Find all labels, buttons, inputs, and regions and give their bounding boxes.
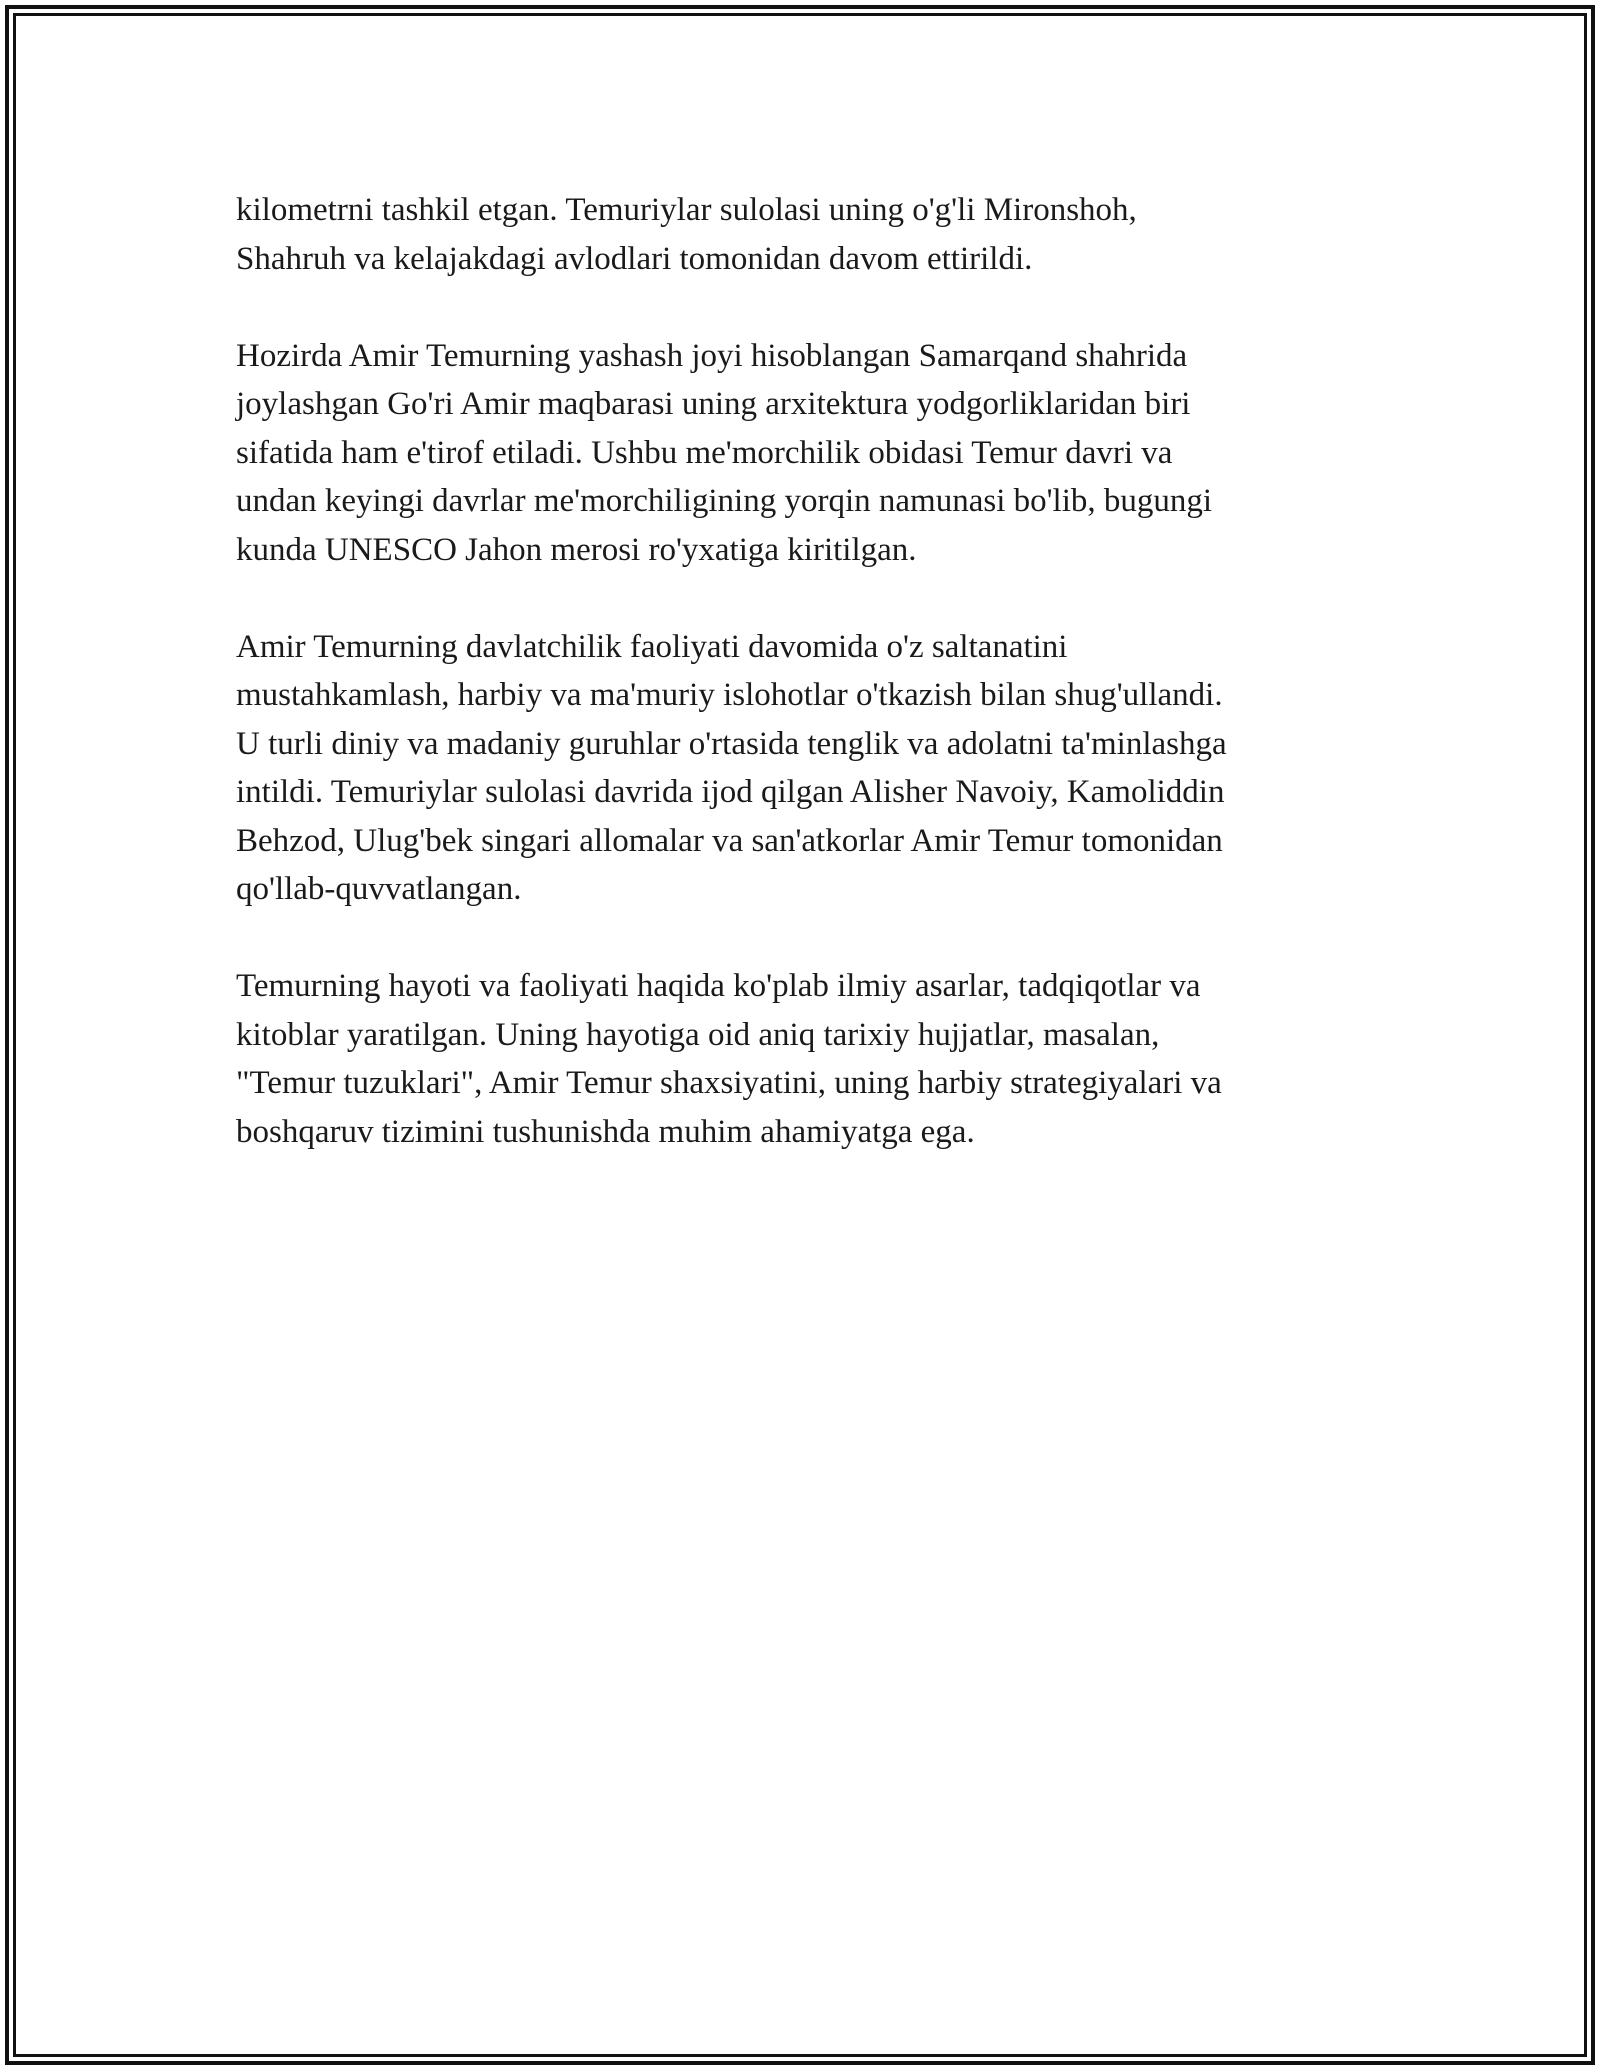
text-line: kitoblar yaratilgan. Uning hayotiga oid aniq tarixiy hujjatlar, masalan, bbox=[236, 1016, 1160, 1053]
text-line: kilometrni tashkil etgan. Temuriylar sulolasi uning o'g'li Mironshoh, bbox=[236, 192, 1137, 228]
text-line: intildi. Temuriylar sulolasi davrida ijod qilgan Alisher Navoiy, Kamoliddin bbox=[236, 774, 1225, 810]
text-line: Amir Temurning davlatchilik faoliyati davomida o'z saltanatini bbox=[236, 628, 1068, 665]
text-line: joylashgan Go'ri Amir maqbarasi uning arxitektura yodgorliklaridan biri bbox=[236, 386, 1191, 422]
paragraph-4 bbox=[236, 962, 1366, 1156]
paragraph-3 bbox=[236, 623, 1366, 914]
text-line: U turli diniy va madaniy guruhlar o'rtasida tenglik va adolatni ta'minlashga bbox=[236, 725, 1227, 762]
text-line: "Temur tuzuklari", Amir Temur shaxsiyatini, uning harbiy strategiyalari va bbox=[236, 1065, 1222, 1101]
text-line: Temurning hayoti va faoliyati haqida ko'plab ilmiy asarlar, tadqiqotlar va bbox=[236, 968, 1201, 1004]
text-line: mustahkamlash, harbiy va ma'muriy islohotlar o'tkazish bilan shug'ullandi. bbox=[236, 677, 1223, 713]
paragraph-2 bbox=[236, 332, 1366, 575]
text-line: boshqaruv tizimini tushunishda muhim ahamiyatga ega. bbox=[236, 1113, 975, 1150]
text-line: Shahruh va kelajakdagi avlodlari tomonidan davom ettirildi. bbox=[236, 240, 1033, 277]
text-line: sifatida ham e'tirof etiladi. Ushbu me'morchilik obidasi Temur davri va bbox=[236, 434, 1173, 471]
text-line: qo'llab-quvvatlangan. bbox=[236, 871, 522, 907]
text-line: undan keyingi davrlar me'morchiligining yorqin namunasi bo'lib, bugungi bbox=[236, 483, 1213, 519]
text-line: Hozirda Amir Temurning yashash joyi hisoblangan Samarqand shahrida bbox=[236, 337, 1188, 374]
paragraph-1 bbox=[236, 186, 1366, 283]
document-body bbox=[236, 186, 1366, 1205]
text-line: Behzod, Ulug'bek singari allomalar va san'atkorlar Amir Temur tomonidan bbox=[236, 822, 1223, 859]
text-line: kunda UNESCO Jahon merosi ro'yxatiga kiritilgan. bbox=[236, 531, 917, 568]
